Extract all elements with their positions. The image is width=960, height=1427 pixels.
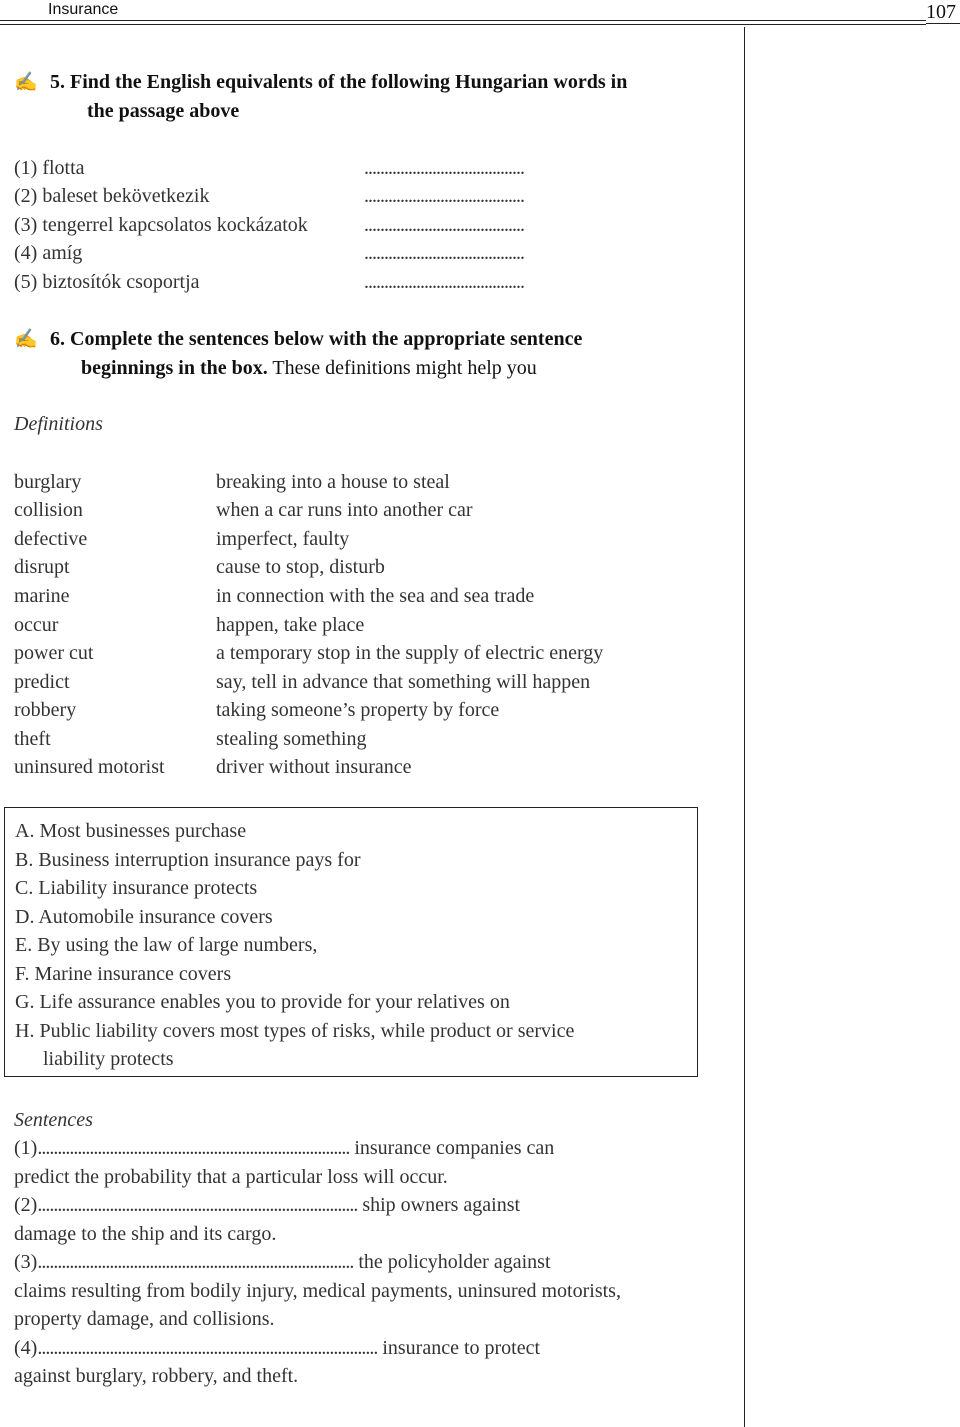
definition-term: collision bbox=[14, 499, 83, 521]
pen-write-icon: ✍ bbox=[14, 329, 38, 350]
exercise-5-heading bbox=[14, 68, 734, 126]
answer-blank[interactable]: .............................................................................. bbox=[37, 1137, 350, 1159]
box-item: F. Marine insurance covers bbox=[15, 963, 232, 985]
running-header-title: Insurance bbox=[48, 1, 119, 18]
definition-term: occur bbox=[14, 614, 59, 636]
sentence-number: (1) bbox=[14, 1137, 38, 1159]
definition-term: robbery bbox=[14, 699, 77, 721]
box-item: C. Liability insurance protects bbox=[15, 877, 258, 899]
exercise-number: 5. bbox=[50, 71, 65, 93]
answer-blank[interactable]: ................................................................................ bbox=[37, 1194, 358, 1216]
definition-row bbox=[14, 525, 734, 553]
exercise-5-instruction-line2: the passage above bbox=[87, 100, 240, 122]
definition-meaning: in connection with the sea and sea trade bbox=[216, 585, 535, 607]
box-item: D. Automobile insurance covers bbox=[15, 906, 273, 928]
definition-meaning: taking someone’s property by force bbox=[216, 699, 500, 721]
vocab-item bbox=[14, 182, 734, 210]
margin-line bbox=[744, 27, 745, 1427]
exercise-6-heading bbox=[14, 325, 734, 383]
definition-meaning: say, tell in advance that something will happen bbox=[216, 671, 591, 693]
definition-row bbox=[14, 496, 734, 524]
definition-meaning: stealing something bbox=[216, 728, 367, 750]
sentence-1-continuation: predict the probability that a particular loss will occur. bbox=[14, 1166, 448, 1188]
definition-meaning: driver without insurance bbox=[216, 756, 412, 778]
definition-term: theft bbox=[14, 728, 51, 750]
definition-meaning: a temporary stop in the supply of electric energy bbox=[216, 642, 604, 664]
vocab-item bbox=[14, 211, 734, 239]
answer-blank[interactable]: ........................................ bbox=[364, 214, 524, 236]
sentence-text: the policyholder against bbox=[353, 1251, 551, 1273]
answer-blank[interactable]: ............................................................................... bbox=[37, 1251, 354, 1273]
header-rule bbox=[0, 20, 926, 21]
sentences-heading: Sentences bbox=[14, 1109, 93, 1131]
box-item: E. By using the law of large numbers, bbox=[15, 934, 318, 956]
definition-row bbox=[14, 582, 734, 610]
exercise-5-instruction-line1: Find the English equivalents of the following Hungarian words in bbox=[70, 71, 628, 93]
box-item: B. Business interruption insurance pays for bbox=[15, 849, 361, 871]
sentence-2 bbox=[14, 1191, 520, 1219]
sentence-3 bbox=[14, 1248, 551, 1276]
definition-row bbox=[14, 696, 734, 724]
definition-row bbox=[14, 611, 734, 639]
sentence-beginnings-box bbox=[4, 807, 698, 1077]
definition-row bbox=[14, 753, 734, 781]
box-item-continuation: liability protects bbox=[43, 1048, 174, 1070]
header-rule bbox=[926, 23, 960, 24]
definition-meaning: breaking into a house to steal bbox=[216, 471, 450, 493]
sentence-2-continuation: damage to the ship and its cargo. bbox=[14, 1223, 277, 1245]
definition-term: power cut bbox=[14, 642, 94, 664]
definition-row bbox=[14, 468, 734, 496]
definition-row bbox=[14, 553, 734, 581]
hungarian-word: (3) tengerrel kapcsolatos kockázatok bbox=[14, 214, 308, 236]
sentence-3-continuation: claims resulting from bodily injury, medical payments, uninsured motorists, bbox=[14, 1280, 621, 1302]
definition-term: marine bbox=[14, 585, 70, 607]
sentence-1 bbox=[14, 1134, 554, 1162]
answer-blank[interactable]: ........................................ bbox=[364, 157, 524, 179]
definition-row bbox=[14, 639, 734, 667]
vocab-item bbox=[14, 154, 734, 182]
sentence-3-continuation: property damage, and collisions. bbox=[14, 1308, 275, 1330]
definition-meaning: imperfect, faulty bbox=[216, 528, 350, 550]
definition-term: burglary bbox=[14, 471, 82, 493]
hungarian-word: (1) flotta bbox=[14, 157, 85, 179]
sentence-text: insurance to protect bbox=[377, 1337, 541, 1359]
sentence-number: (3) bbox=[14, 1251, 38, 1273]
definition-meaning: happen, take place bbox=[216, 614, 365, 636]
sentence-text: insurance companies can bbox=[349, 1137, 555, 1159]
definition-term: disrupt bbox=[14, 556, 70, 578]
vocab-item bbox=[14, 239, 734, 267]
definition-term: defective bbox=[14, 528, 88, 550]
exercise-6-instruction-line1: Complete the sentences below with the appropriate sentence bbox=[70, 328, 583, 350]
sentence-4-continuation: against burglary, robbery, and theft. bbox=[14, 1365, 299, 1387]
exercise-6-instruction-line2: beginnings in the box. bbox=[81, 357, 268, 379]
answer-blank[interactable]: ........................................ bbox=[364, 271, 524, 293]
header-rule bbox=[0, 24, 926, 25]
answer-blank[interactable]: ........................................ bbox=[364, 185, 524, 207]
vocab-item bbox=[14, 268, 734, 296]
box-item: H. Public liability covers most types of risks, while product or service bbox=[15, 1020, 575, 1042]
hungarian-word: (2) baleset bekövetkezik bbox=[14, 185, 210, 207]
definition-term: uninsured motorist bbox=[14, 756, 165, 778]
sentence-text: ship owners against bbox=[357, 1194, 521, 1216]
hungarian-word: (4) amíg bbox=[14, 242, 83, 264]
exercise-6-instruction-line2-rest: These definitions might help you bbox=[267, 357, 537, 379]
page-number: 107 bbox=[926, 1, 956, 23]
answer-blank[interactable]: ........................................ bbox=[364, 242, 524, 264]
answer-blank[interactable]: ..................................................................................... bbox=[37, 1337, 378, 1359]
definition-term: predict bbox=[14, 671, 70, 693]
sentence-number: (2) bbox=[14, 1194, 38, 1216]
pen-write-icon: ✍ bbox=[14, 72, 38, 93]
definition-meaning: when a car runs into another car bbox=[216, 499, 473, 521]
definition-row bbox=[14, 668, 734, 696]
sentence-number: (4) bbox=[14, 1337, 38, 1359]
hungarian-word: (5) biztosítók csoportja bbox=[14, 271, 200, 293]
definition-meaning: cause to stop, disturb bbox=[216, 556, 385, 578]
box-item: A. Most businesses purchase bbox=[15, 820, 247, 842]
definitions-heading: Definitions bbox=[14, 413, 103, 435]
sentence-4 bbox=[14, 1334, 540, 1362]
definition-row bbox=[14, 725, 734, 753]
box-item: G. Life assurance enables you to provide for your relatives on bbox=[15, 991, 510, 1013]
exercise-number: 6. bbox=[50, 328, 65, 350]
